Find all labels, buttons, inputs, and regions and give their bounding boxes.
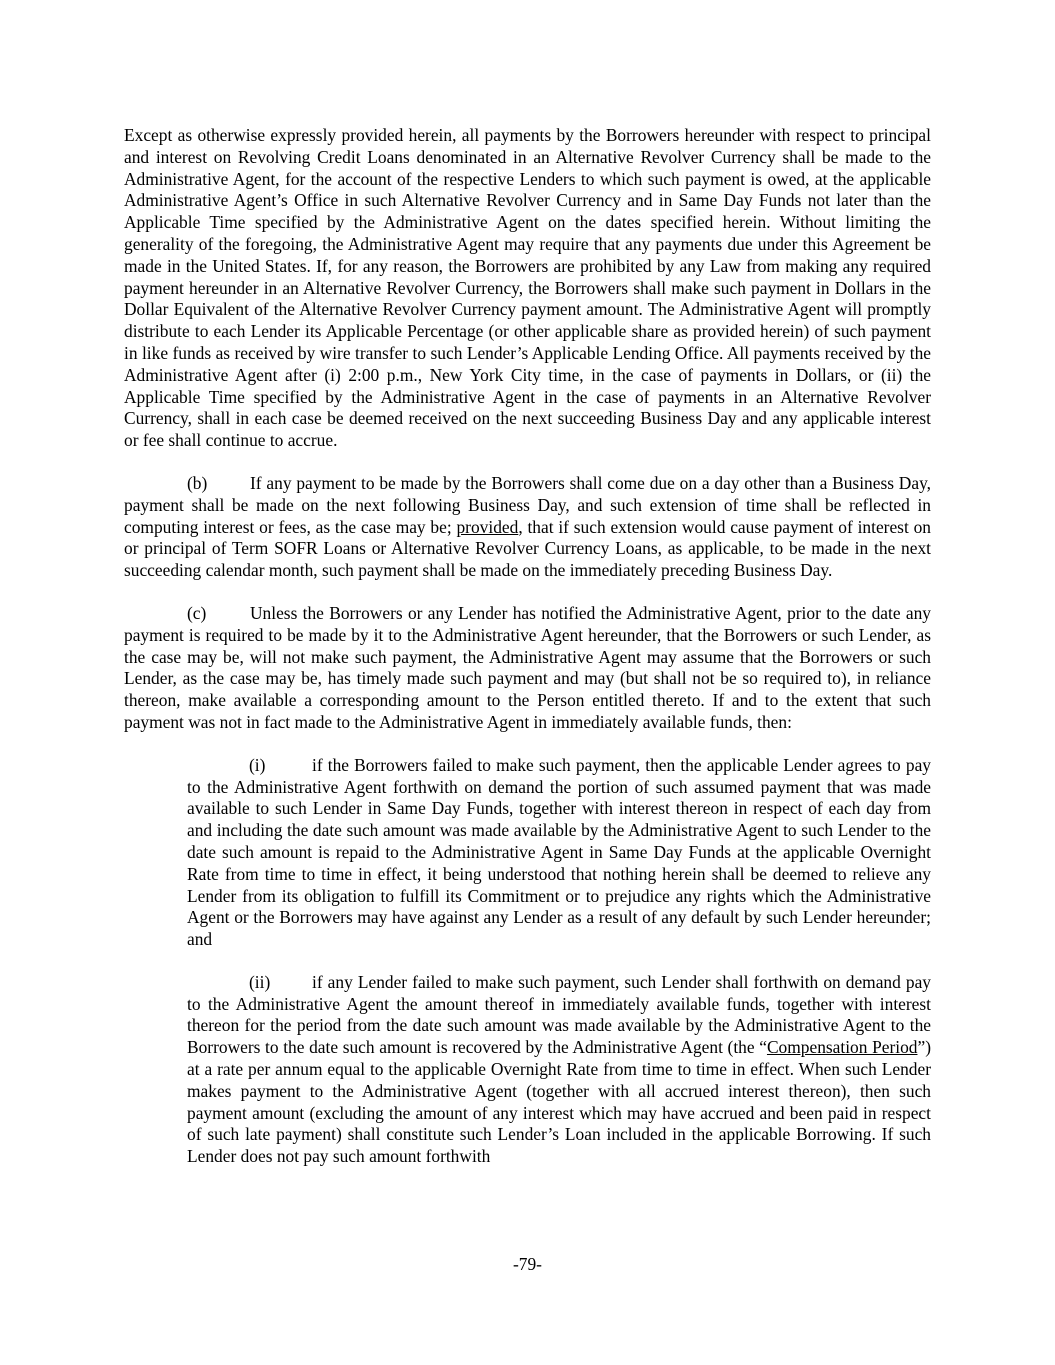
paragraph-b-text-after: , that if such extension would cause payment of interest on or principal of Term SOFR Loans or Alternative Revolver Currency Loans, as applicable, to be made in the next succeeding calendar month, such payment shall be made on the immediately preceding Business Day. [124,516,931,581]
subparagraph-ii [187,972,931,1168]
subparagraph-i-text: if the Borrowers failed to make such payment, then the applicable Lender agrees to pay to the Administrative Agent forthwith on demand the portion of such assumed payment that was made available to such Lender in Same Day Funds, together with interest thereon in respect of each day from and including the date such amount was made available by the Administrative Agent to such Lender to the date such amount is repaid to the Administrative Agent in Same Day Funds at the applicable Overnight Rate from time to time in effect, it being understood that nothing herein shall be deemed to relieve any Lender from its obligation to fulfill its Commitment or to prejudice any rights which the Administrative Agent or the Borrowers may have against any Lender as a result of any default by such Lender hereunder; and [187,754,931,950]
provided-term: provided [456,516,519,537]
paragraph-b-label: (b) [187,472,208,493]
subparagraph-i-label: (i) [249,754,266,775]
subparagraph-i [187,755,931,951]
subparagraph-ii-text-after: ”) at a rate per annum equal to the applicable Overnight Rate from time to time in effect. When such Lender makes payment to the Administrative Agent (together with all accrued interest thereon), then such payment amount (excluding the amount of any interest which may have accrued and been paid in respect of such late payment) shall constitute such Lender’s Loan included in the applicable Borrowing. If such Lender does not pay such amount forthwith [187,1037,931,1167]
page-number: -79- [513,1254,542,1274]
subparagraph-ii-label: (ii) [249,971,271,992]
paragraph-b [124,473,931,582]
paragraph-c-text: Unless the Borrowers or any Lender has notified the Administrative Agent, prior to the date any payment is required to be made by it to the Administrative Agent hereunder, that the Borrowers or such Lender, as the case may be, will not make such payment, the Administrative Agent may assume that the Borrowers or such Lender, as the case may be, has timely made such payment and may (but shall not be so required to), in reliance thereon, make available a corresponding amount to the Person entitled thereto. If and to the extent that such payment was not in fact made to the Administrative Agent in immediately available funds, then: [124,602,931,732]
paragraph-c-label: (c) [187,602,207,623]
document-page [124,125,931,1168]
compensation-period-term: Compensation Period [766,1037,918,1058]
paragraph-b-text-before: If any payment to be made by the Borrowers shall come due on a day other than a Business Day, payment shall be made on the next following Business Day, and such extension of time shall be reflected in computing interest or fees, as the case may be; [124,472,931,537]
paragraph-c [124,603,931,734]
paragraph-intro: Except as otherwise expressly provided herein, all payments by the Borrowers hereunder with respect to principal and interest on Revolving Credit Loans denominated in an Alternative Revolver Currency shall be made to the Administrative Agent, for the account of the respective Lenders to which such payment is owed, at the applicable Administrative Agent’s Office in such Alternative Revolver Currency and in Same Day Funds not later than the Applicable Time specified by the Administrative Agent on the dates specified herein. Without limiting the generality of the foregoing, the Administrative Agent may require that any payments due under this Agreement be made in the United States. If, for any reason, the Borrowers are prohibited by any Law from making any required payment hereunder in an Alternative Revolver Currency, the Borrowers shall make such payment in Dollars in the Dollar Equivalent of the Alternative Revolver Currency payment amount. The Administrative Agent will promptly distribute to each Lender its Applicable Percentage (or other applicable share as provided herein) of such payment in like funds as received by wire transfer to such Lender’s Applicable Lending Office. All payments received by the Administrative Agent after (i) 2:00 p.m., New York City time, in the case of payments in Dollars, or (ii) the Applicable Time specified by the Administrative Agent in the case of payments in an Alternative Revolver Currency, shall in each case be deemed received on the next succeeding Business Day and any applicable interest or fee shall continue to accrue. [124,125,931,451]
subparagraph-ii-text-before: if any Lender failed to make such payment, such Lender shall forthwith on demand pay to the Administrative Agent the amount thereof in immediately available funds, together with interest thereon for the period from the date such amount was made available by the Administrative Agent to the Borrowers to the date such amount is recovered by the Administrative Agent (the “ [187,971,931,1058]
